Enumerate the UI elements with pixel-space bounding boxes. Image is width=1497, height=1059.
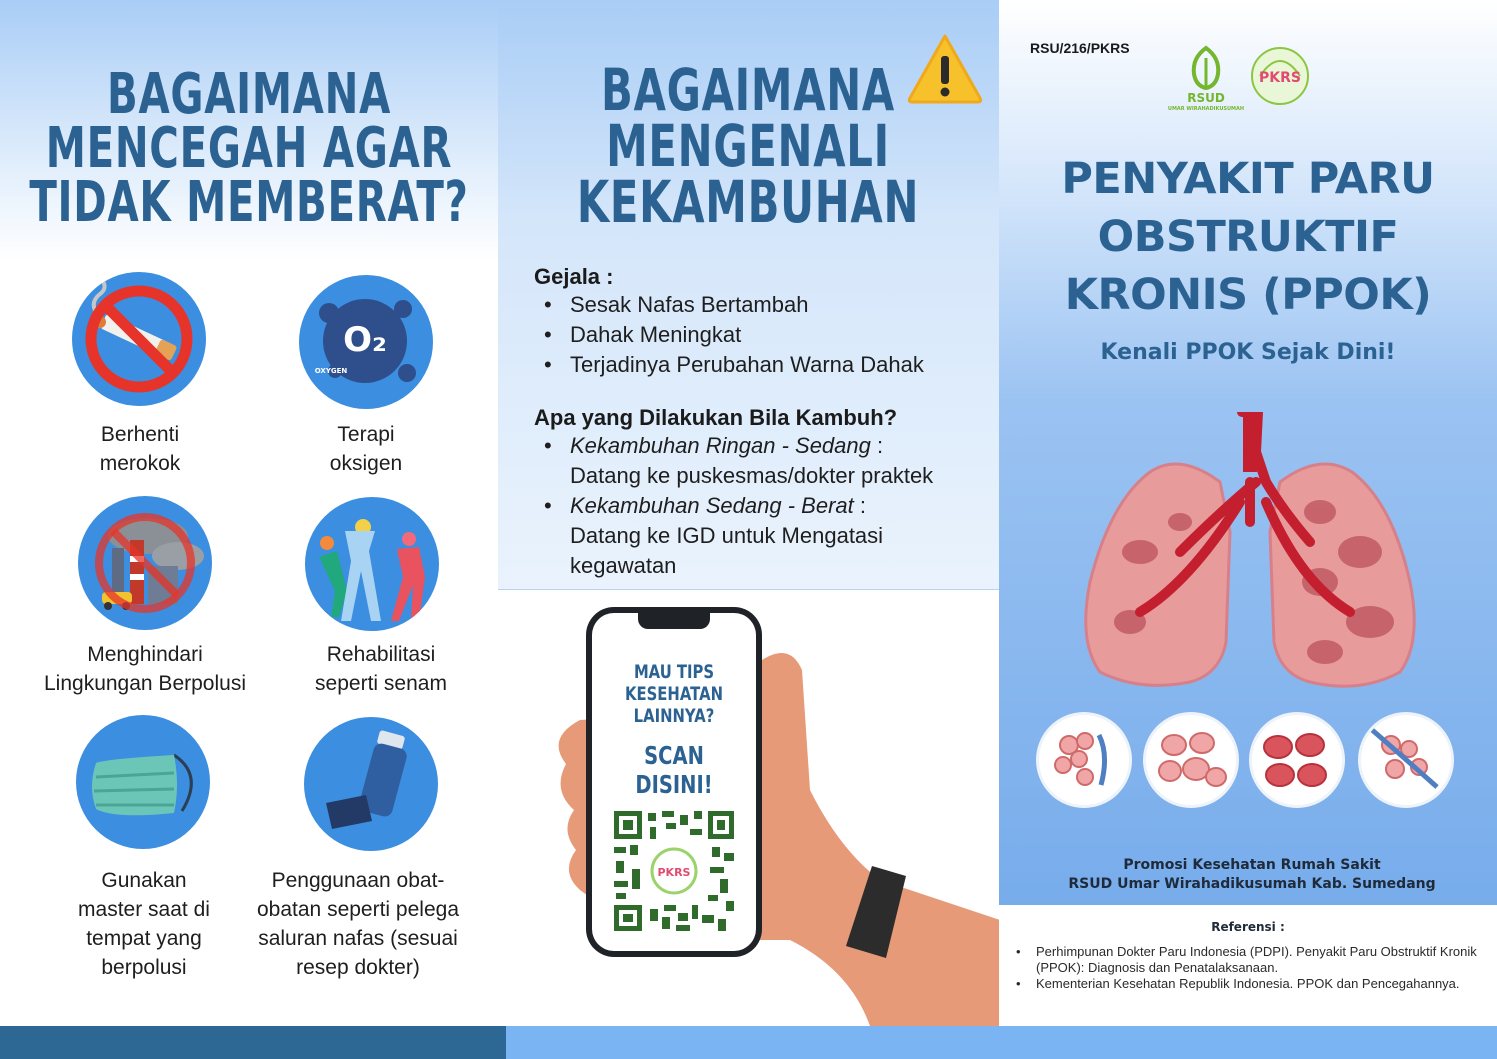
list-item: • Terjadinya Perubahan Warna Dahak [534, 350, 994, 380]
action-label: Kekambuhan Ringan - Sedang [570, 433, 871, 458]
symptoms-list [534, 290, 994, 380]
oxygen-label: OXYGEN [314, 367, 348, 375]
references-list [1012, 944, 1482, 992]
title-line: KRONIS (PPOK) [1064, 270, 1432, 320]
action-text: Datang ke puskesmas/dokter praktek [570, 463, 934, 488]
caption-line: master saat di [78, 898, 210, 921]
oxygen-icon [299, 275, 433, 409]
qr-logo-text: PKRS [657, 866, 691, 879]
rsud-logo-text: RSUD [1187, 91, 1225, 105]
caption-avoid-pollution [20, 640, 270, 698]
list-item: • Perhimpunan Dokter Paru Indonesia (PDPI). Penyakit Paru Obstruktif Kronik (PPOK): Diagnosis dan Penatalaksanaan. [1012, 944, 1482, 976]
heading-line: MENCEGAH AGAR [45, 116, 453, 181]
scan-here-label: SCAN DISINI! [635, 741, 713, 799]
alveoli-damaged-icon [1249, 712, 1345, 808]
rsud-logo [1166, 44, 1246, 112]
inhaler-icon [304, 717, 438, 851]
caption-line: berpolusi [101, 956, 187, 979]
alveoli-healthy-icon [1036, 712, 1132, 808]
tips-line: MAU TIPS [633, 661, 715, 683]
heading-line: TIDAK MEMBERAT? [29, 170, 469, 235]
phone-mockup [586, 607, 762, 957]
list-item [534, 491, 994, 581]
caption-line: resep dokter) [296, 956, 420, 979]
heading-line: KEKAMBUHAN [576, 168, 920, 236]
pkrs-logo-text: PKRS [1259, 70, 1301, 86]
caption-line: Menghindari [87, 643, 203, 666]
caption-line: Gunakan [101, 869, 187, 892]
caption-line: oksigen [329, 452, 403, 475]
action-text: Datang ke IGD untuk Mengatasi kegawatan [570, 523, 884, 578]
alveoli-emphysema-icon [1143, 712, 1239, 808]
no-smoking-icon [72, 272, 206, 406]
promo-line: Promosi Kesehatan Rumah Sakit [1123, 857, 1381, 873]
actions-title: Apa yang Dilakukan Bila Kambuh? [534, 405, 898, 430]
list-item: • Dahak Meningkat [534, 320, 994, 350]
tips-line: LAINNYA? [633, 705, 715, 727]
caption-line: Lingkungan Berpolusi [44, 672, 246, 695]
title-line: PENYAKIT PARU [1061, 154, 1435, 204]
promo-line: RSUD Umar Wirahadikusumah Kab. Sumedang [1068, 876, 1436, 892]
caption-oxygen-therapy [256, 420, 476, 478]
bottom-bar [506, 1026, 1497, 1059]
caption-rehabilitation [266, 640, 496, 698]
heading-line: MENGENALI [606, 112, 890, 180]
tips-line: KESEHATAN [625, 683, 723, 705]
list-item [534, 431, 994, 491]
main-title [999, 150, 1497, 324]
phone-tips-text [610, 661, 738, 727]
pollution-icon [78, 496, 212, 630]
references-title: Referensi : [1211, 920, 1285, 934]
action-label: Kekambuhan Sedang - Berat [570, 493, 854, 518]
qr-code[interactable] [612, 809, 736, 933]
caption-line: Berhenti [100, 423, 180, 446]
left-panel [0, 0, 498, 1026]
list-item: • Kementerian Kesehatan Republik Indonesia. PPOK dan Pencegahannya. [1012, 976, 1482, 992]
caption-stop-smoking [30, 420, 250, 478]
title-line: OBSTRUKTIF [1097, 212, 1399, 262]
symptoms-block [534, 264, 994, 380]
heading-line: BAGAIMANA [107, 62, 391, 127]
phone-screen [592, 613, 756, 951]
caption-medication [236, 866, 480, 982]
oxygen-symbol: O₂ [343, 320, 387, 360]
symptoms-title: Gejala : [534, 264, 614, 289]
alveoli-bronchiole-icon [1358, 712, 1454, 808]
caption-line: saluran nafas (sesuai [258, 927, 458, 950]
actions-block [534, 405, 994, 581]
phone-notch [638, 613, 710, 629]
caption-line: tempat yang [86, 927, 202, 950]
caption-line: Penggunaan obat- [271, 869, 445, 892]
rsud-logo-subtext: UMAR WIRAHADIKUSUMAH [1167, 106, 1245, 112]
prevention-heading [27, 62, 472, 235]
subtitle: Kenali PPOK Sejak Dini! [1100, 340, 1396, 365]
document-code: RSU/216/PKRS [1030, 40, 1130, 56]
caption-use-mask [44, 866, 244, 982]
caption-line: merokok [99, 452, 181, 475]
exercise-icon [305, 497, 439, 631]
actions-list [534, 431, 994, 581]
caption-line: obatan seperti pelega [257, 898, 459, 921]
action-separator: : [870, 433, 884, 458]
bottom-bar [0, 1026, 506, 1059]
heading-line: BAGAIMANA [601, 56, 895, 124]
action-separator: : [853, 493, 866, 518]
caption-line: Rehabilitasi [326, 643, 436, 666]
promo-footer [999, 856, 1497, 894]
lungs-illustration [1070, 412, 1430, 702]
list-item: • Sesak Nafas Bertambah [534, 290, 994, 320]
caption-line: Terapi [337, 423, 395, 446]
pkrs-logo [1250, 46, 1310, 106]
warning-icon [906, 32, 984, 106]
caption-line: seperti senam [315, 672, 447, 695]
face-mask-icon [76, 715, 210, 849]
